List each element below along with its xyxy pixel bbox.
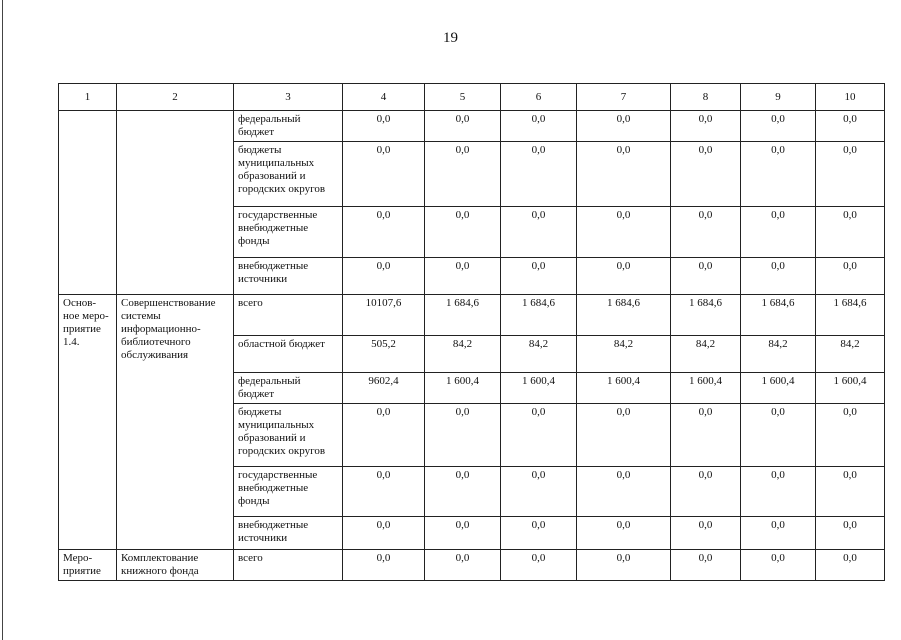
column-header: 9 xyxy=(741,84,816,111)
value-cell: 0,0 xyxy=(741,467,816,517)
value-cell: 0,0 xyxy=(501,142,577,207)
column-header: 1 xyxy=(59,84,117,111)
value-cell: 0,0 xyxy=(671,550,741,581)
value-cell: 505,2 xyxy=(343,336,425,373)
activity-label-cell: Основ-ное меро-приятие 1.4. xyxy=(59,295,117,550)
table-row xyxy=(59,111,885,142)
value-cell: 0,0 xyxy=(425,467,501,517)
column-header: 2 xyxy=(117,84,234,111)
funding-source: внебюджетные источники xyxy=(234,517,343,550)
value-cell: 1 600,4 xyxy=(577,373,671,404)
value-cell: 0,0 xyxy=(816,258,885,295)
value-cell: 1 684,6 xyxy=(501,295,577,336)
value-cell: 0,0 xyxy=(671,258,741,295)
value-cell: 0,0 xyxy=(671,111,741,142)
funding-source: государственные внебюджетные фонды xyxy=(234,467,343,517)
value-cell: 0,0 xyxy=(816,467,885,517)
column-header: 5 xyxy=(425,84,501,111)
value-cell: 0,0 xyxy=(343,404,425,467)
activity-name-cell: Комплектование книжного фонда xyxy=(117,550,234,581)
column-header: 8 xyxy=(671,84,741,111)
column-header: 3 xyxy=(234,84,343,111)
funding-source: всего xyxy=(234,550,343,581)
page-left-edge xyxy=(2,0,3,640)
value-cell: 0,0 xyxy=(343,258,425,295)
value-cell: 0,0 xyxy=(671,207,741,258)
value-cell: 0,0 xyxy=(425,142,501,207)
table-row xyxy=(59,550,885,581)
value-cell: 0,0 xyxy=(816,404,885,467)
column-header: 4 xyxy=(343,84,425,111)
value-cell: 0,0 xyxy=(741,142,816,207)
value-cell: 0,0 xyxy=(425,207,501,258)
value-cell: 0,0 xyxy=(343,111,425,142)
value-cell: 0,0 xyxy=(343,550,425,581)
activity-label-cell: Меро-приятие xyxy=(59,550,117,581)
value-cell: 1 600,4 xyxy=(671,373,741,404)
funding-source: всего xyxy=(234,295,343,336)
page-number: 19 xyxy=(443,30,458,46)
value-cell: 0,0 xyxy=(501,258,577,295)
value-cell: 1 600,4 xyxy=(501,373,577,404)
value-cell: 0,0 xyxy=(343,517,425,550)
funding-source: бюджеты муниципальных образований и городских округов xyxy=(234,404,343,467)
value-cell: 1 684,6 xyxy=(577,295,671,336)
value-cell: 0,0 xyxy=(741,111,816,142)
funding-source: федеральный бюджет xyxy=(234,111,343,142)
budget-table xyxy=(58,83,885,581)
value-cell: 0,0 xyxy=(577,111,671,142)
value-cell: 0,0 xyxy=(671,142,741,207)
value-cell: 0,0 xyxy=(816,142,885,207)
value-cell: 84,2 xyxy=(425,336,501,373)
value-cell: 1 684,6 xyxy=(816,295,885,336)
value-cell: 0,0 xyxy=(671,404,741,467)
value-cell: 0,0 xyxy=(501,517,577,550)
activity-name-cell xyxy=(117,111,234,295)
value-cell: 0,0 xyxy=(501,467,577,517)
value-cell: 84,2 xyxy=(816,336,885,373)
table-row xyxy=(59,295,885,336)
column-header: 7 xyxy=(577,84,671,111)
value-cell: 0,0 xyxy=(577,142,671,207)
column-number-row xyxy=(59,84,885,111)
activity-name-cell: Совершенствование системы информационно-библиотечного обслуживания xyxy=(117,295,234,550)
value-cell: 0,0 xyxy=(343,142,425,207)
value-cell: 0,0 xyxy=(501,550,577,581)
value-cell: 0,0 xyxy=(501,207,577,258)
funding-source: государственные внебюджетные фонды xyxy=(234,207,343,258)
value-cell: 0,0 xyxy=(425,550,501,581)
value-cell: 0,0 xyxy=(425,517,501,550)
value-cell: 0,0 xyxy=(425,111,501,142)
value-cell: 84,2 xyxy=(501,336,577,373)
value-cell: 0,0 xyxy=(343,467,425,517)
value-cell: 84,2 xyxy=(741,336,816,373)
value-cell: 0,0 xyxy=(816,207,885,258)
value-cell: 10107,6 xyxy=(343,295,425,336)
value-cell: 0,0 xyxy=(671,517,741,550)
value-cell: 0,0 xyxy=(741,207,816,258)
value-cell: 1 684,6 xyxy=(425,295,501,336)
activity-label-cell xyxy=(59,111,117,295)
value-cell: 0,0 xyxy=(741,404,816,467)
value-cell: 0,0 xyxy=(577,550,671,581)
value-cell: 9602,4 xyxy=(343,373,425,404)
value-cell: 0,0 xyxy=(501,111,577,142)
funding-source: внебюджетные источники xyxy=(234,258,343,295)
funding-source: федеральный бюджет xyxy=(234,373,343,404)
value-cell: 0,0 xyxy=(577,517,671,550)
value-cell: 0,0 xyxy=(577,467,671,517)
value-cell: 0,0 xyxy=(741,258,816,295)
value-cell: 0,0 xyxy=(816,550,885,581)
value-cell: 1 684,6 xyxy=(741,295,816,336)
value-cell: 0,0 xyxy=(577,207,671,258)
funding-source: областной бюджет xyxy=(234,336,343,373)
value-cell: 0,0 xyxy=(425,404,501,467)
value-cell: 0,0 xyxy=(577,404,671,467)
value-cell: 0,0 xyxy=(741,517,816,550)
value-cell: 0,0 xyxy=(816,517,885,550)
value-cell: 0,0 xyxy=(425,258,501,295)
value-cell: 0,0 xyxy=(741,550,816,581)
column-header: 6 xyxy=(501,84,577,111)
value-cell: 1 600,4 xyxy=(425,373,501,404)
value-cell: 0,0 xyxy=(343,207,425,258)
column-header: 10 xyxy=(816,84,885,111)
value-cell: 84,2 xyxy=(671,336,741,373)
value-cell: 84,2 xyxy=(577,336,671,373)
value-cell: 1 600,4 xyxy=(741,373,816,404)
value-cell: 0,0 xyxy=(501,404,577,467)
value-cell: 1 600,4 xyxy=(816,373,885,404)
value-cell: 1 684,6 xyxy=(671,295,741,336)
value-cell: 0,0 xyxy=(577,258,671,295)
funding-source: бюджеты муниципальных образований и городских округов xyxy=(234,142,343,207)
value-cell: 0,0 xyxy=(816,111,885,142)
value-cell: 0,0 xyxy=(671,467,741,517)
